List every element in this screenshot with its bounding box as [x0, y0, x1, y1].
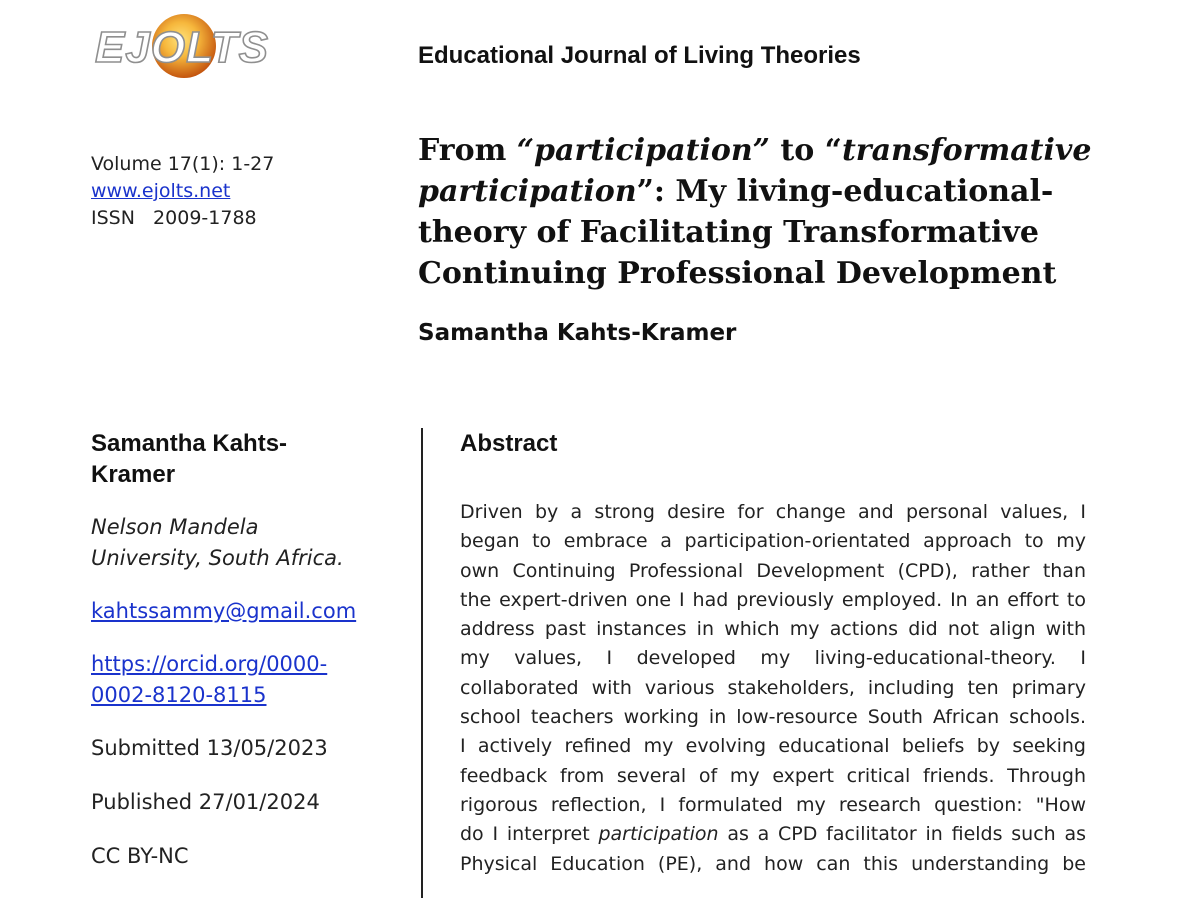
ejolts-logo	[84, 10, 280, 90]
abstract-heading: Abstract	[460, 430, 558, 457]
abstract-line: own Continuing Professional Development (CPD), rather than	[460, 559, 1086, 582]
title-from: From	[418, 133, 517, 168]
orcid-line1: https://orcid.org/0000-	[91, 652, 328, 676]
abstract-line: feedback from several of my expert critical friends. Through	[460, 764, 1086, 787]
abstract-line: address past instances in which my actions did not align with	[460, 618, 1086, 641]
orcid-link[interactable]	[91, 649, 401, 711]
license: CC BY-NC	[91, 844, 189, 868]
sidebar-author-line1: Samantha Kahts-	[91, 430, 288, 457]
abstract-line: collaborated with various stakeholders, including ten primary	[460, 676, 1086, 699]
affiliation	[91, 512, 401, 574]
abstract-line: school teachers working in low-resource South African schools.	[460, 706, 1086, 729]
email-link[interactable]: kahtssammy@gmail.com	[91, 599, 357, 623]
volume-info: Volume 17(1): 1-27	[91, 153, 275, 175]
title-transformative: transformative	[841, 133, 1092, 168]
title-to: to “	[769, 133, 842, 168]
issue-meta	[91, 151, 274, 232]
abstract-line-post: as a CPD facilitator in fields such as	[718, 823, 1087, 846]
abstract-line: I actively refined my evolving educational beliefs by seeking	[460, 735, 1086, 758]
abstract-line	[460, 820, 1086, 849]
ejolts-logo-graphic	[84, 10, 280, 90]
orcid-line2: 0002-8120-8115	[91, 683, 267, 707]
issn-info: ISSN 2009-1788	[91, 207, 257, 229]
abstract-line-em: participation	[598, 823, 719, 846]
website-link[interactable]: www.ejolts.net	[91, 180, 231, 202]
title-rest-2: theory of Facilitating Transformative	[418, 215, 1039, 250]
abstract-line: rigorous reflection, I formulated my research question: "How	[460, 793, 1086, 816]
paper-author: Samantha Kahts-Kramer	[418, 320, 737, 346]
paper-title	[418, 130, 1118, 294]
abstract-line-pre: do I interpret	[460, 823, 599, 846]
published-date: Published 27/01/2024	[91, 790, 320, 814]
logo-wordmark: EJOLTS	[95, 23, 269, 72]
abstract-body	[460, 498, 1086, 879]
affiliation-line1: Nelson Mandela	[91, 515, 259, 539]
column-divider	[421, 428, 423, 898]
abstract-line: the expert-driven one I had previously employed. In an effort to	[460, 588, 1086, 611]
sidebar-author-line2: Kramer	[91, 461, 176, 488]
title-rest-3: Continuing Professional Development	[418, 256, 1057, 291]
title-rest-1: ”: My living-educational-	[636, 174, 1054, 209]
title-participation: “participation”	[516, 133, 770, 168]
abstract-line: began to embrace a participation-orientated approach to my	[460, 530, 1086, 553]
submitted-date: Submitted 13/05/2023	[91, 736, 328, 760]
author-sidebar	[91, 428, 401, 895]
abstract-line: my values, I developed my living-educational-theory. I	[460, 647, 1086, 670]
affiliation-line2: University, South Africa.	[91, 546, 344, 570]
abstract-line: Driven by a strong desire for change and personal values, I	[460, 501, 1086, 523]
sidebar-author	[91, 428, 401, 490]
title-participation-2: participation	[418, 174, 637, 209]
abstract-line: Physical Education (PE), and how can this understanding be	[460, 852, 1086, 875]
journal-title: Educational Journal of Living Theories	[418, 42, 861, 69]
